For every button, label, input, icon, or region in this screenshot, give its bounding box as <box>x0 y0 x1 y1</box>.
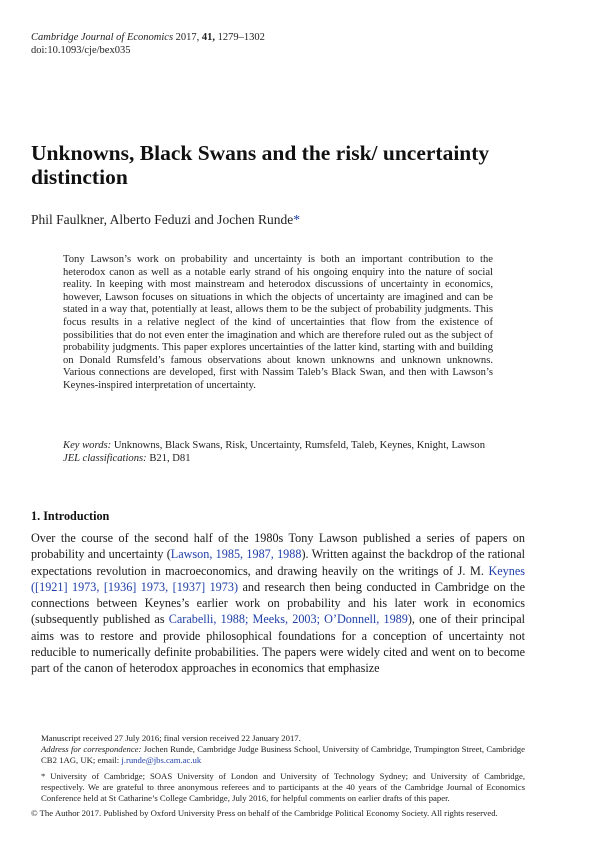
correspondence-note <box>31 744 525 766</box>
citation-link-lawson[interactable]: Lawson, 1985, 1987, 1988 <box>170 547 302 562</box>
affiliation-note: * University of Cambridge; SOAS University of London and University of Technology Sydney; and University of Cambridge, respectively. We are grateful to three anonymous referees and to participants at the 40 years of the Cambridge Journal of Economics Conference held at St Catharine’s College Cambridge, July 2016, for helpful comments on earlier drafts of this paper. <box>41 770 525 803</box>
correspondence-label: Address for correspondence: <box>41 743 142 754</box>
correspondence-text: Jochen Runde, Cambridge Judge Business School, University of Cambridge, Trumpington Street, Cambridge CB2 1AG, UK; email: <box>41 743 525 765</box>
keywords <box>63 440 493 453</box>
journal-year: 2017, <box>175 32 200 43</box>
author-list <box>31 212 300 228</box>
received-note: Manuscript received 27 July 2016; final version received 22 January 2017. <box>41 733 301 743</box>
journal-name: Cambridge Journal of Economics <box>31 32 174 43</box>
keywords-label: Key words: <box>63 440 112 451</box>
intro-text-3: and research then being conducted in Cambridge on the connections between Keynes’s earlier work on probability and his later work in economics (subsequently published as <box>31 579 526 627</box>
author-footnote-marker[interactable]: * <box>293 212 301 227</box>
authors-text: Phil Faulkner, Alberto Feduzi and Jochen Runde <box>31 212 294 227</box>
keywords-text: Unknowns, Black Swans, Risk, Uncertainty, Rumsfeld, Taleb, Keynes, Knight, Lawson <box>113 440 485 451</box>
paper-title: Unknowns, Black Swans and the risk/ uncertainty distinction <box>31 141 490 189</box>
keywords-block <box>63 440 493 465</box>
section-heading: 1. Introduction <box>31 509 110 523</box>
citation-line <box>31 31 265 44</box>
intro-text-2: ). Written against the backdrop of the rational expectations revolution in macroeconomics, and drawing heavily on the writings of J. M. <box>31 547 525 578</box>
abstract: Tony Lawson’s work on probability and uncertainty is both an important contribution to the heterodox canon as well as a notable early strand of his ongoing enquiry into the nature of social reality. In keeping with most mainstream and heterodox discussions of uncertainty in economics, however, Lawson focuses on situations in which the objects of uncertainty are imagined and can be stated in a way that, potentially at least, allows them to be the subject of probability judgments. This focus results in a relative neglect of the kind of uncertainties that flow from the existence of possibilities that do not even enter the imagination and which are therefore ruled out as the subject of probability judgments. This paper explores uncertainties of the latter kind, starting with and building on Donald Rumsfeld’s famous observations about known unknowns and unknown unknowns. Various connections are developed, first with Nassim Taleb’s Black Swan, and then with Lawson’s Keynes-inspired interpretation of uncertainty. <box>63 254 493 391</box>
email-link[interactable]: j.runde@jbs.cam.ac.uk <box>121 754 202 765</box>
intro-text-4: ), one of their principal aims was to restore and provide philosophical foundations for a conception of uncertainty not reducible to numerically definite probabilities. The papers were widely cited and went on to become part of the canon of heterodox approaches in economics that emphasize <box>31 612 526 676</box>
jel-classifications <box>63 453 493 466</box>
citation-link-keynes[interactable]: Keynes ([1921] 1973, [1936] 1973, [1937] 1973) <box>31 563 525 594</box>
doi: doi:10.1093/cje/bex035 <box>31 45 131 56</box>
intro-paragraph <box>31 530 525 677</box>
jel-text: B21, D81 <box>149 452 191 464</box>
jel-label: JEL classifications: <box>63 452 147 464</box>
copyright-note: © The Author 2017. Published by Oxford University Press on behalf of the Cambridge Political Economy Society. All rights reserved. <box>31 808 498 819</box>
journal-header <box>31 31 265 57</box>
journal-volume: 41, <box>201 32 216 43</box>
footnotes <box>31 733 525 819</box>
journal-pages: 1279–1302 <box>217 32 265 43</box>
intro-text-1: Over the course of the second half of the 1980s Tony Lawson published a series of papers on probability and uncertainty ( <box>31 531 525 562</box>
citation-link-carabelli-meeks-odonnell[interactable]: Carabelli, 1988; Meeks, 2003; O’Donnell, 1989 <box>168 612 408 627</box>
